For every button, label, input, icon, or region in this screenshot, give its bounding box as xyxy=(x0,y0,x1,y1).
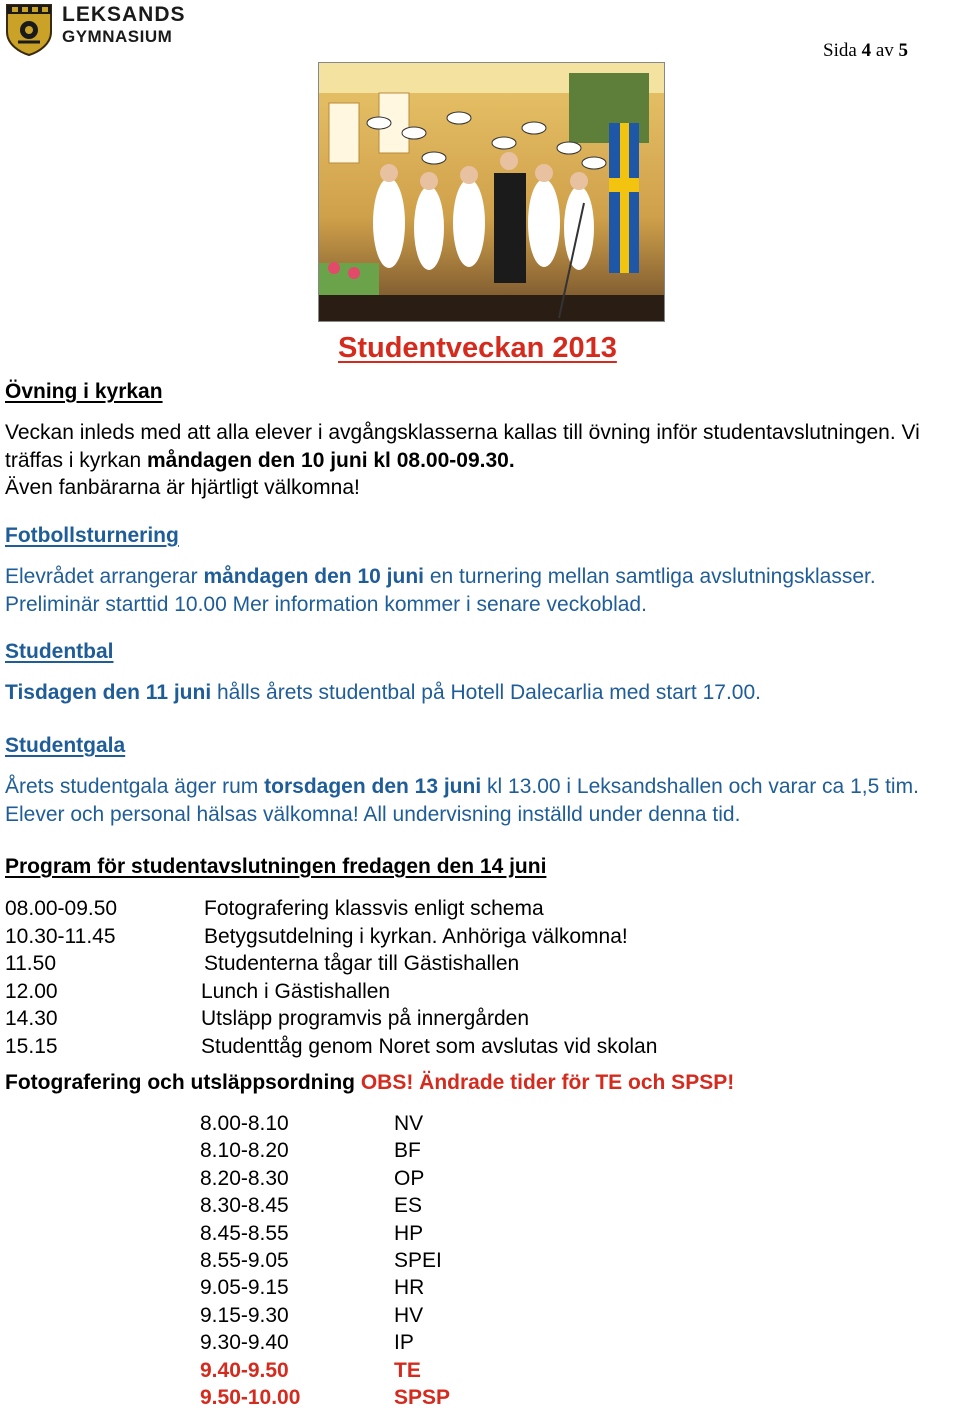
bal-text-a: hålls årets studentbal på Hotell Dalecarlia med start 17.00. xyxy=(211,681,761,704)
schedule-time: 8.10-8.20 xyxy=(200,1139,289,1163)
logo-line1: LEKSANDS xyxy=(62,3,186,26)
photo-order-heading-red: OBS! Ändrade tider för TE och SPSP! xyxy=(360,1071,735,1094)
program-time: 08.00-09.50 xyxy=(5,897,118,920)
fotboll-text-a: Elevrådet arrangerar xyxy=(5,565,204,588)
schedule-time: 8.00-8.10 xyxy=(200,1112,289,1135)
schedule-times xyxy=(200,1110,300,1411)
program-desc: Utsläpp programvis på innergården xyxy=(201,1007,530,1030)
fotboll-text-b: en turnering mellan samtliga avslutningsklasser. Preliminär starttid 10.00 Mer information kommer i senare veckoblad. xyxy=(5,565,876,616)
heading-gala: Studentgala xyxy=(5,734,126,757)
schedule-class: HR xyxy=(394,1276,425,1300)
schedule-time: 8.20-8.30 xyxy=(200,1166,289,1190)
page-current: 4 xyxy=(861,40,872,61)
schedule-time: 9.15-9.30 xyxy=(200,1303,289,1327)
schedule-time: 8.30-8.45 xyxy=(200,1194,289,1218)
schedule-class: NV xyxy=(394,1112,424,1135)
program-desc: Studenttåg genom Noret som avslutas vid skolan xyxy=(201,1034,658,1058)
schedule-time: 8.55-9.05 xyxy=(200,1249,289,1273)
program-times xyxy=(5,895,117,1060)
logo-line2: GYMNASIUM xyxy=(62,27,173,46)
schedule-time: 9.05-9.15 xyxy=(200,1276,289,1300)
schedule-classes xyxy=(394,1110,450,1411)
program-time: 15.15 xyxy=(5,1034,58,1058)
schedule-class: SPSP xyxy=(394,1386,451,1410)
program-time: 11.50 xyxy=(5,952,56,975)
photo-illustration xyxy=(319,63,664,321)
logo-wordmark xyxy=(62,4,186,45)
schedule-time: 9.40-9.50 xyxy=(200,1358,289,1382)
schedule-class: ES xyxy=(394,1194,423,1218)
photo-order-heading-a: Fotografering och utsläppsordning xyxy=(5,1071,361,1094)
paragraph-fotboll xyxy=(5,563,960,618)
schedule-class: HP xyxy=(394,1221,424,1245)
program-descriptions xyxy=(201,895,658,1060)
paragraph-gala xyxy=(5,773,960,828)
gala-text-b: kl 13.00 i Leksandshallen och varar ca 1,5 tim. Elever och personal hälsas välkomna! All undervisning inställd under denna tid. xyxy=(5,775,919,826)
bal-text-bold: Tisdagen den 11 juni xyxy=(5,681,212,704)
program-time: 12.00 xyxy=(5,979,58,1003)
heading-program: Program för studentavslutningen fredagen den 14 juni xyxy=(5,855,547,878)
heading-photo-order xyxy=(5,1071,734,1095)
schedule-class: TE xyxy=(394,1358,421,1382)
page-number xyxy=(823,40,908,62)
schedule-class: BF xyxy=(394,1139,421,1163)
schedule-time: 9.50-10.00 xyxy=(200,1386,301,1410)
program-desc: Studenterna tågar till Gästishallen xyxy=(204,952,520,975)
program-time: 14.30 xyxy=(5,1007,58,1030)
gala-text-bold: torsdagen den 13 juni xyxy=(264,775,482,798)
crest-icon xyxy=(4,2,54,56)
paragraph-ovning xyxy=(5,419,960,502)
fotboll-text-bold: måndagen den 10 juni xyxy=(203,565,424,588)
heading-bal: Studentbal xyxy=(5,640,114,663)
page-label: Sida xyxy=(823,40,857,61)
heading-fotboll: Fotbollsturnering xyxy=(5,524,179,547)
graduation-photo xyxy=(318,62,665,322)
schedule-class: OP xyxy=(394,1166,425,1190)
program-desc: Lunch i Gästishallen xyxy=(201,979,391,1003)
gala-text-a: Årets studentgala äger rum xyxy=(5,775,265,798)
heading-ovning: Övning i kyrkan xyxy=(5,380,163,403)
page-total: 5 xyxy=(898,40,908,61)
program-time: 10.30-11.45 xyxy=(5,924,116,948)
school-logo xyxy=(4,2,184,56)
page-title: Studentveckan 2013 xyxy=(338,332,617,364)
schedule-time: 9.30-9.40 xyxy=(200,1331,289,1355)
schedule-class: SPEI xyxy=(394,1249,442,1273)
ovning-text-b: Även fanbärarna är hjärtligt välkomna! xyxy=(5,476,360,499)
paragraph-bal xyxy=(5,679,960,707)
page-sep: av xyxy=(875,40,894,61)
schedule-class: HV xyxy=(394,1303,424,1327)
schedule-time: 8.45-8.55 xyxy=(200,1221,289,1245)
ovning-text-a: Veckan inleds med att alla elever i avgångsklasserna kallas till övning inför studentavslutningen. Vi träffas i kyrkan xyxy=(5,421,920,472)
program-desc: Fotografering klassvis enligt schema xyxy=(204,897,544,920)
program-desc: Betygsutdelning i kyrkan. Anhöriga välkomna! xyxy=(204,924,628,948)
ovning-text-bold: måndagen den 10 juni kl 08.00-09.30. xyxy=(147,448,515,472)
schedule-class: IP xyxy=(394,1331,414,1355)
